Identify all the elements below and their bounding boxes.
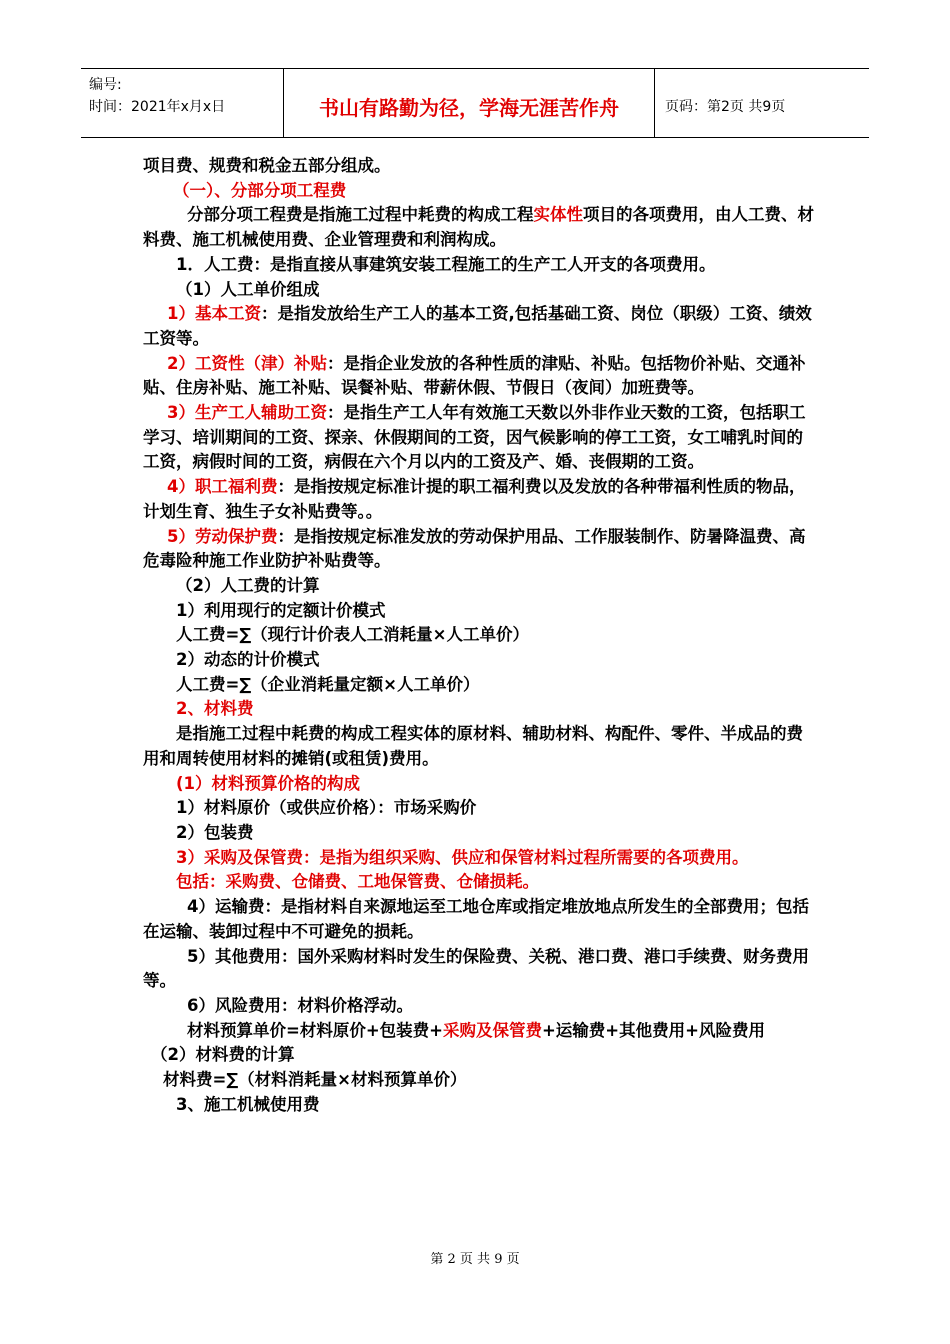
- document-body: [143, 154, 815, 1117]
- paragraph: 4）运输费：是指材料自来源地运至工地仓库或指定堆放地点所发生的全部费用；包括在运输、装卸过程中不可避免的损耗。: [143, 897, 809, 941]
- text-span: ：是指生产工人年有效施工天数以外非作业天数的工资，包括职工学习、培训期间的工资、探亲、休假期间的工资，因气候影响的停工工资，女工哺乳时间的工资，病假时间的工资，病假在六个月以内的工资及产、婚、丧假期的工资。: [143, 403, 806, 472]
- formula: 人工费=∑（企业消耗量定额×人工单价）: [176, 674, 480, 694]
- header-page-info: 页码：第2页 共9页: [665, 99, 786, 115]
- formula: 材料费=∑（材料消耗量×材料预算单价）: [163, 1070, 467, 1090]
- formula: [143, 1019, 815, 1044]
- paragraph: 包括：采购费、仓储费、工地保管费、仓储损耗。: [176, 872, 539, 892]
- highlight-term: 3）生产工人辅助工资: [167, 403, 327, 423]
- text-span: +运输费+其他费用+风险费用: [541, 1020, 765, 1040]
- highlight-term: 1）基本工资: [167, 304, 261, 324]
- subheading: (1）材料预算价格的构成: [176, 773, 361, 793]
- paragraph: [143, 302, 815, 351]
- paragraph: 1）利用现行的定额计价模式: [176, 600, 386, 620]
- subheading: （2）人工费的计算: [176, 575, 320, 595]
- text-span: 项目的各项费用，由人工费、材料费、施工机械使用费、企业管理费和利润构成。: [143, 205, 814, 250]
- highlight-term: 4）职工福利费: [167, 477, 278, 497]
- text-span: ：是指发放给生产工人的基本工资,包括基础工资、岗位（职级）工资、绩效工资等。: [143, 304, 812, 348]
- highlight-term: 实体性: [533, 205, 583, 225]
- paragraph: 1）材料原价（或供应价格）：市场采购价: [176, 798, 477, 818]
- highlight-term: 采购及保管费: [442, 1020, 542, 1040]
- header-motto: 书山有路勤为径，学海无涯苦作舟: [284, 69, 655, 137]
- paragraph: 1．人工费：是指直接从事建筑安装工程施工的生产工人开支的各项费用。: [176, 254, 716, 274]
- paragraph: [143, 203, 815, 252]
- section-heading: 3、施工机械使用费: [176, 1094, 320, 1114]
- subheading: （2）材料费的计算: [151, 1045, 295, 1065]
- paragraph: 2）动态的计价模式: [176, 650, 320, 670]
- subheading: （1）人工单价组成: [176, 279, 320, 299]
- paragraph: 5）其他费用：国外采购材料时发生的保险费、关税、港口费、港口手续费、财务费用等。: [143, 946, 809, 991]
- text-span: 分部分项工程费是指施工过程中耗费的构成工程: [187, 205, 534, 225]
- formula: 人工费=∑（现行计价表人工消耗量×人工单价）: [176, 625, 529, 645]
- header-time-label: 时间：2021年x月x日: [89, 99, 226, 115]
- paragraph: [143, 401, 815, 475]
- section-heading: 2、材料费: [176, 699, 254, 719]
- text-span: ：是指按规定标准发放的劳动保护用品、工作服装制作、防暑降温费、高危毒险种施工作业防护补贴费等。: [143, 526, 806, 571]
- paragraph: 是指施工过程中耗费的构成工程实体的原材料、辅助材料、构配件、零件、半成品的费用和周转使用材料的摊销(或租赁)费用。: [143, 724, 803, 768]
- document-header: [81, 68, 869, 138]
- text-span: 材料预算单价=材料原价+包装费+: [187, 1020, 443, 1040]
- paragraph: [143, 525, 815, 574]
- paragraph: 6）风险费用：材料价格浮动。: [187, 995, 413, 1015]
- text-span: ：是指企业发放的各种性质的津贴、补贴。包括物价补贴、交通补贴、住房补贴、施工补贴、误餐补贴、带薪休假、节假日（夜间）加班费等。: [143, 353, 806, 398]
- paragraph: 3）采购及保管费：是指为组织采购、供应和保管材料过程所需要的各项费用。: [176, 847, 749, 867]
- header-meta-cell: [81, 69, 284, 137]
- page-footer: 第 2 页 共 9 页: [430, 1252, 520, 1267]
- highlight-term: 2）工资性（津）补贴: [167, 353, 327, 373]
- text-span: ：是指按规定标准计提的职工福利费以及发放的各种带福利性质的物品，计划生育、独生子女补贴费等。。: [143, 477, 806, 521]
- paragraph: [143, 352, 815, 401]
- highlight-term: 5）劳动保护费: [167, 526, 278, 546]
- header-number-label: 编号:: [89, 77, 122, 93]
- paragraph: [143, 475, 815, 524]
- paragraph: 项目费、规费和税金五部分组成。: [143, 156, 391, 175]
- section-heading: （一）、分部分项工程费: [173, 180, 347, 200]
- paragraph: 2）包装费: [176, 822, 254, 842]
